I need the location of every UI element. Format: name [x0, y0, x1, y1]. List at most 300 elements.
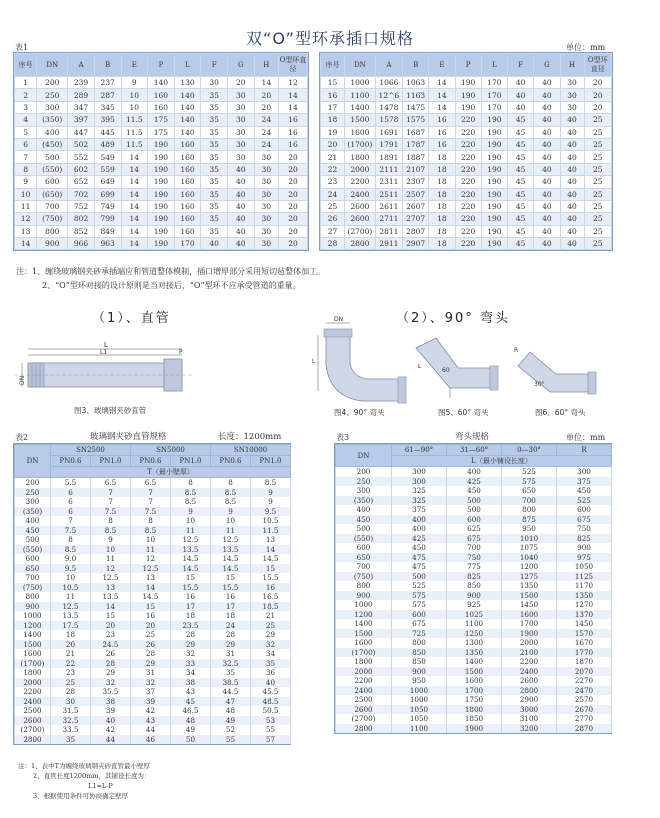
table-row: [336, 724, 612, 734]
table-cell: 1450: [502, 600, 557, 610]
table1-right: [319, 52, 613, 251]
table-cell: 850: [392, 657, 447, 667]
table-cell: 11: [15, 200, 37, 212]
table-cell: 500: [447, 505, 502, 515]
table-cell: 600: [336, 543, 392, 553]
table-cell: 35.5: [91, 687, 131, 697]
table-cell: 160: [174, 200, 201, 212]
table-cell: 40: [228, 176, 255, 188]
table-cell: 502: [68, 138, 95, 150]
table-cell: 600: [37, 176, 68, 188]
table2-dn-header: DN: [15, 445, 51, 478]
table-cell: 20: [321, 138, 345, 150]
table-cell: 53: [251, 716, 291, 726]
table-cell: 11.5: [251, 526, 291, 536]
table-cell: 2600: [15, 716, 51, 726]
table-row: [15, 114, 308, 126]
table-cell: 450: [447, 486, 502, 496]
table-cell: 2107: [403, 163, 429, 175]
table-cell: 10.5: [251, 516, 291, 526]
table-cell: 35: [201, 163, 228, 175]
table-cell: 575: [392, 600, 447, 610]
table-cell: 11.5: [121, 114, 148, 126]
table-cell: 29: [251, 630, 291, 640]
table-cell: 23: [91, 630, 131, 640]
table-cell: 20: [279, 188, 308, 200]
table-row: [15, 516, 291, 526]
table-cell: 825: [557, 534, 612, 544]
table-cell: 1050: [392, 705, 447, 715]
sn-group-header: SN10000: [211, 445, 291, 456]
table-cell: 21: [51, 649, 91, 659]
table-cell: 8.5: [51, 545, 91, 555]
table-cell: 24: [254, 138, 278, 150]
table-cell: 48: [171, 716, 211, 726]
table-cell: 18: [429, 163, 455, 175]
table-cell: 26: [321, 213, 345, 225]
table-cell: 8: [15, 163, 37, 175]
table-cell: 3: [15, 101, 37, 113]
table-cell: 1000: [15, 611, 51, 621]
table-cell: 8: [171, 478, 211, 488]
table-cell: 140: [174, 89, 201, 101]
table-cell: 1000: [392, 686, 447, 696]
table-cell: 2500: [15, 706, 51, 716]
table-cell: 8.5: [131, 526, 171, 536]
table-cell: 7.5: [51, 526, 91, 536]
table-cell: 190: [481, 200, 507, 212]
table2-title: 玻璃钢夹砂直管规格: [90, 432, 167, 442]
table-cell: 15.5: [251, 573, 291, 583]
table-cell: 1800: [336, 657, 392, 667]
table-cell: 45: [508, 188, 534, 200]
table-cell: 799: [94, 213, 121, 225]
table-cell: 13.5: [91, 592, 131, 602]
table-cell: 10.5: [51, 583, 91, 593]
table-cell: 289: [68, 89, 95, 101]
table-cell: 600: [557, 505, 612, 515]
table-cell: 45: [508, 176, 534, 188]
table-cell: 15: [91, 611, 131, 621]
table-cell: 40: [560, 138, 584, 150]
table-cell: 250: [15, 488, 51, 498]
fig3-DN-label: DN: [19, 375, 26, 385]
table-cell: 190: [148, 200, 175, 212]
table-cell: 11.5: [121, 126, 148, 138]
table-cell: 700: [336, 562, 392, 572]
table1-header: DN: [345, 54, 376, 77]
table-cell: 170: [481, 89, 507, 101]
table-cell: 45: [508, 114, 534, 126]
table-cell: 2311: [375, 176, 402, 188]
table-cell: 45: [171, 697, 211, 707]
table-cell: 160: [174, 188, 201, 200]
table-cell: 1800: [345, 151, 376, 163]
radius-header: R: [557, 445, 612, 456]
table-row: [321, 77, 612, 89]
table-cell: 35: [201, 126, 228, 138]
table1-header: P: [455, 54, 481, 77]
table-cell: 675: [557, 515, 612, 525]
table-cell: 1000: [345, 77, 376, 89]
table-cell: 25: [321, 200, 345, 212]
table-row: [321, 114, 612, 126]
table-cell: 40: [534, 225, 560, 237]
table-cell: 450: [15, 526, 51, 536]
table-cell: 25: [51, 678, 91, 688]
table-cell: 475: [392, 553, 447, 563]
table-cell: 40: [560, 163, 584, 175]
table-cell: 602: [68, 163, 95, 175]
table-cell: 20: [51, 640, 91, 650]
table-cell: 347: [68, 101, 95, 113]
table-cell: 525: [502, 467, 557, 477]
table-cell: 9.0: [51, 554, 91, 564]
table-cell: 200: [15, 478, 51, 488]
table-row: [336, 515, 612, 525]
table-cell: 40: [228, 163, 255, 175]
table-cell: 20: [584, 101, 611, 113]
table-cell: 1900: [447, 724, 502, 734]
table2-label: 表2: [15, 433, 29, 442]
table-cell: 14: [279, 89, 308, 101]
table-cell: 1200: [502, 562, 557, 572]
table-cell: 220: [455, 238, 481, 250]
table-row: [321, 200, 612, 212]
svg-text:60: 60: [442, 367, 450, 374]
table-cell: 1066: [375, 77, 402, 89]
table-cell: 1500: [502, 591, 557, 601]
pn-header: PN1.0: [91, 456, 131, 467]
table-cell: 975: [557, 553, 612, 563]
table-cell: 50.5: [251, 706, 291, 716]
table-row: [336, 676, 612, 686]
table-cell: 40: [534, 200, 560, 212]
table-cell: 16: [211, 592, 251, 602]
table3-unit: 单位：mm: [566, 433, 606, 442]
table-cell: 237: [94, 77, 121, 89]
table-cell: 20: [279, 163, 308, 175]
table-cell: (750): [15, 583, 51, 593]
table-cell: 500: [336, 524, 392, 534]
table-row: [15, 138, 308, 150]
table-cell: 28: [131, 649, 171, 659]
table1-header: E: [429, 54, 455, 77]
svg-text:30°: 30°: [534, 381, 545, 388]
table-cell: 1600: [15, 649, 51, 659]
table-cell: 1300: [447, 638, 502, 648]
table-cell: 500: [15, 535, 51, 545]
table-cell: 802: [68, 213, 95, 225]
table-row: [321, 151, 612, 163]
table-row: [336, 638, 612, 648]
table-cell: 40: [228, 200, 255, 212]
table1-header: DN: [37, 54, 68, 77]
table-cell: 2000: [336, 667, 392, 677]
table-cell: 8.5: [91, 526, 131, 536]
table-cell: 699: [94, 188, 121, 200]
table-cell: 325: [392, 486, 447, 496]
table-cell: 9: [91, 535, 131, 545]
table-cell: 10: [121, 89, 148, 101]
table-cell: 852: [68, 225, 95, 237]
table-cell: (2700): [345, 225, 376, 237]
table-cell: 40: [251, 678, 291, 688]
table-cell: 190: [148, 188, 175, 200]
table-cell: 10: [121, 101, 148, 113]
table-cell: 2800: [502, 686, 557, 696]
table-cell: 850: [447, 581, 502, 591]
table-row: [321, 101, 612, 113]
table-cell: 552: [68, 151, 95, 163]
table3-label: 表3: [336, 433, 350, 442]
table-cell: 18.5: [251, 602, 291, 612]
table1-header: F: [508, 54, 534, 77]
table-cell: 30: [228, 89, 255, 101]
table-row: [336, 553, 612, 563]
table1-label: 表1: [15, 43, 29, 52]
table-cell: 7: [131, 488, 171, 498]
table-cell: 30: [254, 163, 278, 175]
table-cell: 32.5: [51, 716, 91, 726]
table-cell: 8: [131, 516, 171, 526]
table-row: [336, 467, 612, 477]
table-cell: 190: [481, 213, 507, 225]
table-cell: 11: [211, 526, 251, 536]
table-cell: 220: [455, 200, 481, 212]
table-cell: 190: [481, 126, 507, 138]
table-cell: 30: [254, 151, 278, 163]
table-row: [15, 630, 291, 640]
table-cell: 1600: [502, 610, 557, 620]
table-row: [15, 126, 308, 138]
table-cell: 170: [174, 238, 201, 250]
table-cell: 40: [560, 151, 584, 163]
table-cell: 35: [201, 213, 228, 225]
table-cell: 190: [148, 225, 175, 237]
table-cell: 18: [429, 213, 455, 225]
table-cell: 6: [51, 507, 91, 517]
table-cell: 12^6: [375, 89, 402, 101]
table-cell: 14.5: [211, 564, 251, 574]
table-cell: 475: [392, 562, 447, 572]
table-cell: 1500: [336, 629, 392, 639]
table-cell: 190: [481, 188, 507, 200]
table-row: [321, 126, 612, 138]
table-cell: 175: [148, 114, 175, 126]
table-cell: 220: [455, 176, 481, 188]
angle-header: 61—90°: [392, 445, 447, 456]
table-cell: 37: [131, 687, 171, 697]
table-cell: 14: [254, 77, 278, 89]
table-cell: 24.5: [91, 640, 131, 650]
table-cell: 300: [37, 101, 68, 113]
table-cell: 12: [15, 213, 37, 225]
table-cell: 30: [228, 101, 255, 113]
table-cell: 1800: [15, 668, 51, 678]
table-cell: 55: [211, 735, 251, 745]
table-cell: (350): [37, 114, 68, 126]
table-cell: 34: [171, 668, 211, 678]
thickness-header: T（最小壁厚）: [51, 467, 291, 478]
table-cell: 25: [584, 163, 611, 175]
table-cell: 50: [171, 735, 211, 745]
table-cell: 14: [121, 151, 148, 163]
table-cell: 220: [455, 151, 481, 163]
table-cell: 160: [174, 138, 201, 150]
table-cell: 8.5: [211, 497, 251, 507]
table-cell: 190: [148, 138, 175, 150]
table-cell: 12: [279, 77, 308, 89]
table-row: [336, 705, 612, 715]
table-cell: 14: [121, 176, 148, 188]
table-cell: 9: [171, 507, 211, 517]
table-cell: 14: [121, 188, 148, 200]
table-cell: 775: [447, 562, 502, 572]
table1-header: L: [481, 54, 507, 77]
pn-header: PN1.0: [171, 456, 211, 467]
note-2: 2、“O”型环对接的设计原则是当对接后，“O”型环不应承受管道的重量。: [42, 281, 301, 290]
table1-header: G: [228, 54, 255, 77]
table-cell: 18: [321, 114, 345, 126]
table-cell: 49: [171, 725, 211, 735]
table-cell: 45: [508, 151, 534, 163]
table3-dn-header: DN: [336, 445, 392, 467]
table-row: [15, 238, 308, 250]
table2-note-4: 3、根据使用条件可协商确定壁厚: [33, 792, 129, 800]
table-cell: 40: [560, 200, 584, 212]
table-cell: 170: [481, 101, 507, 113]
table-row: [336, 534, 612, 544]
table1-header: O型环直径: [279, 54, 308, 77]
table-cell: 966: [68, 238, 95, 250]
table-row: [15, 716, 291, 726]
table-cell: 190: [148, 176, 175, 188]
table-cell: 800: [502, 505, 557, 515]
table-cell: 900: [15, 602, 51, 612]
table-cell: 10: [131, 535, 171, 545]
table-cell: 47: [211, 697, 251, 707]
table-cell: 700: [502, 496, 557, 506]
table-cell: 1691: [375, 126, 402, 138]
table-cell: 1787: [403, 138, 429, 150]
pn-header: PN1.0: [251, 456, 291, 467]
table-cell: 40: [534, 188, 560, 200]
table-row: [15, 101, 308, 113]
table-cell: 2470: [557, 686, 612, 696]
table-cell: 500: [392, 572, 447, 582]
table-cell: 2400: [502, 667, 557, 677]
table-cell: 14: [279, 101, 308, 113]
table-cell: 1370: [557, 610, 612, 620]
table-cell: 45: [508, 200, 534, 212]
table-cell: 3200: [502, 724, 557, 734]
table-cell: 140: [174, 101, 201, 113]
table3: [334, 443, 612, 734]
table-cell: 40: [201, 238, 228, 250]
table-cell: 140: [148, 77, 175, 89]
table-cell: 1700: [502, 619, 557, 629]
table-cell: 14: [429, 77, 455, 89]
table-cell: 1791: [375, 138, 402, 150]
table-cell: 650: [502, 486, 557, 496]
table-cell: 2800: [336, 724, 392, 734]
table-cell: 140: [174, 114, 201, 126]
table-cell: 20: [254, 101, 278, 113]
table-row: [321, 238, 612, 250]
pn-header: PN0.6: [51, 456, 91, 467]
table-cell: 16: [279, 126, 308, 138]
table-cell: 650: [336, 553, 392, 563]
table-cell: 32: [251, 640, 291, 650]
svg-text:L: L: [418, 363, 422, 370]
table-cell: 40: [534, 126, 560, 138]
table-cell: 160: [174, 225, 201, 237]
table-cell: 18: [51, 630, 91, 640]
table-cell: 23: [51, 668, 91, 678]
table-cell: (350): [15, 507, 51, 517]
table-cell: 2600: [345, 200, 376, 212]
table-cell: 29: [131, 659, 171, 669]
table-cell: 2670: [557, 705, 612, 715]
table-cell: 20: [584, 77, 611, 89]
table-row: [15, 735, 291, 745]
table-cell: 42: [131, 706, 171, 716]
table-cell: 1891: [375, 151, 402, 163]
table-cell: 25: [584, 126, 611, 138]
table-cell: (750): [336, 572, 392, 582]
table-cell: 1770: [557, 648, 612, 658]
table-cell: 575: [392, 591, 447, 601]
table-cell: 1050: [392, 714, 447, 724]
table-cell: 400: [37, 126, 68, 138]
table-cell: 1040: [502, 553, 557, 563]
table-cell: 725: [392, 629, 447, 639]
table-cell: 45: [508, 163, 534, 175]
table-cell: 11: [51, 592, 91, 602]
table-cell: 10: [51, 573, 91, 583]
table-cell: 2807: [403, 225, 429, 237]
table-cell: 525: [392, 581, 447, 591]
table-cell: 2600: [345, 213, 376, 225]
table-cell: 2270: [557, 676, 612, 686]
table-cell: 14: [429, 89, 455, 101]
table-cell: 31: [211, 649, 251, 659]
table3-title: 弯头规格: [455, 432, 490, 442]
table-cell: 13: [91, 583, 131, 593]
table-row: [336, 619, 612, 629]
table-cell: 14: [429, 101, 455, 113]
table-cell: 25: [584, 238, 611, 250]
table-cell: 28: [321, 238, 345, 250]
table-cell: 140: [174, 126, 201, 138]
table-cell: 43: [131, 716, 171, 726]
table-cell: 38: [171, 678, 211, 688]
table-cell: 13: [15, 225, 37, 237]
table-cell: 18: [429, 225, 455, 237]
table-cell: 963: [94, 238, 121, 250]
table-cell: 2511: [375, 188, 402, 200]
table-row: [336, 477, 612, 487]
table-cell: 1800: [447, 705, 502, 715]
table-cell: 30: [51, 697, 91, 707]
table2-note-2: 2、直管长度1200mm，其铺设长度为：: [33, 772, 151, 780]
table-cell: 30: [228, 114, 255, 126]
table-cell: 20: [279, 176, 308, 188]
table-row: [15, 602, 291, 612]
table-cell: 9: [15, 176, 37, 188]
table-cell: 220: [455, 126, 481, 138]
